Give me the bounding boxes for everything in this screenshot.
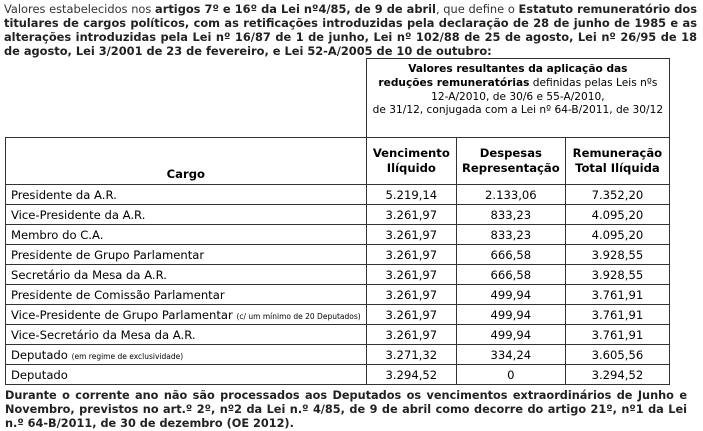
caption-line-4: de 31/12, conjugada com a Lei nº 64-B/2011, de 30/12 bbox=[372, 104, 664, 117]
total-cell: 3.928,55 bbox=[565, 265, 669, 285]
header-remuneracao-line-2: Total Ilíquida bbox=[575, 161, 660, 175]
cargo-cell bbox=[6, 265, 367, 285]
table-row bbox=[6, 225, 670, 245]
table-row bbox=[6, 245, 670, 265]
table-row bbox=[6, 185, 670, 205]
cargo-label: Presidente de Comissão Parlamentar bbox=[11, 287, 225, 302]
cargo-note: (em regime de exclusividade) bbox=[71, 351, 184, 361]
table-row bbox=[6, 305, 670, 325]
cargo-cell bbox=[6, 205, 367, 225]
cargo-cell bbox=[6, 365, 367, 385]
table-caption bbox=[366, 59, 669, 138]
header-remuneracao-line-1: Remuneração bbox=[572, 146, 663, 160]
despesas-cell: 666,58 bbox=[456, 245, 565, 265]
table-row bbox=[6, 205, 670, 225]
vencimento-cell: 3.271,32 bbox=[366, 345, 456, 365]
cargo-cell bbox=[6, 325, 367, 345]
vencimento-cell: 3.261,97 bbox=[366, 325, 456, 345]
cargo-note: (c/ um mínimo de 20 Deputados) bbox=[236, 311, 361, 321]
table-row bbox=[6, 265, 670, 285]
table-row bbox=[6, 325, 670, 345]
empty-corner-cell bbox=[6, 59, 367, 138]
vencimento-cell: 3.261,97 bbox=[366, 265, 456, 285]
caption-line-1: Valores resultantes da aplicação das bbox=[408, 63, 628, 75]
cargo-label: Vice-Presidente da A.R. bbox=[11, 207, 146, 222]
vencimento-cell: 3.261,97 bbox=[366, 245, 456, 265]
vencimento-cell: 3.294,52 bbox=[366, 365, 456, 385]
header-despesas bbox=[456, 138, 565, 185]
cargo-label: Deputado bbox=[11, 347, 68, 362]
header-vencimento-line-2: Ilíquido bbox=[386, 161, 436, 175]
header-vencimento bbox=[366, 138, 456, 185]
cargo-label: Deputado bbox=[11, 367, 68, 382]
total-cell: 3.761,91 bbox=[565, 325, 669, 345]
total-cell: 4.095,20 bbox=[565, 225, 669, 245]
cargo-cell bbox=[6, 285, 367, 305]
vencimento-cell: 3.261,97 bbox=[366, 205, 456, 225]
header-despesas-line-2: Representação bbox=[461, 161, 560, 175]
despesas-cell: 499,94 bbox=[456, 285, 565, 305]
caption-line-3: 12-A/2010, de 30/6 e 55-A/2010, bbox=[431, 90, 605, 103]
table-row bbox=[6, 365, 670, 385]
caption-line-2-rest: definidas pelas Leis nºs bbox=[529, 76, 658, 89]
footnote: Durante o corrente ano não são processados aos Deputados os vencimentos extraordinários de Junho e Novembro, previstos no art.º 2º, nº2 da Lei n.º 4/85, de 9 de abril como decorre do artigo 21º, nº1 da Lei n.º 64-B/2011, de 30 de dezembro (OE 2012). bbox=[5, 389, 687, 430]
total-cell: 4.095,20 bbox=[565, 205, 669, 225]
cargo-label: Presidente da A.R. bbox=[11, 187, 117, 202]
total-cell: 7.352,20 bbox=[565, 185, 669, 205]
table-row bbox=[6, 345, 670, 365]
header-cargo: Cargo bbox=[6, 138, 367, 185]
cargo-label: Membro do C.A. bbox=[11, 227, 104, 242]
table-caption-row bbox=[6, 59, 670, 138]
table-header-row bbox=[6, 138, 670, 185]
despesas-cell: 666,58 bbox=[456, 265, 565, 285]
total-cell: 3.605,56 bbox=[565, 345, 669, 365]
despesas-cell: 499,94 bbox=[456, 305, 565, 325]
despesas-cell: 0 bbox=[456, 365, 565, 385]
intro-paragraph bbox=[4, 2, 697, 58]
intro-law-reference: artigos 7º e 16º da Lei nº4/85, de 9 de abril bbox=[155, 2, 436, 16]
despesas-cell: 499,94 bbox=[456, 325, 565, 345]
total-cell: 3.294,52 bbox=[565, 365, 669, 385]
intro-text-2: , que define o bbox=[435, 2, 519, 16]
cargo-cell bbox=[6, 345, 367, 365]
cargo-cell bbox=[6, 305, 367, 325]
intro-text-1: Valores estabelecidos nos bbox=[4, 2, 156, 16]
cargo-label: Vice-Secretário da Mesa da A.R. bbox=[11, 327, 196, 342]
vencimento-cell: 3.261,97 bbox=[366, 305, 456, 325]
total-cell: 3.928,55 bbox=[565, 245, 669, 265]
total-cell: 3.761,91 bbox=[565, 305, 669, 325]
despesas-cell: 833,23 bbox=[456, 205, 565, 225]
vencimento-cell: 3.261,97 bbox=[366, 285, 456, 305]
total-cell: 3.761,91 bbox=[565, 285, 669, 305]
cargo-cell bbox=[6, 245, 367, 265]
cargo-label: Presidente de Grupo Parlamentar bbox=[11, 247, 205, 262]
cargo-label: Vice-Presidente de Grupo Parlamentar bbox=[11, 307, 233, 322]
despesas-cell: 2.133,06 bbox=[456, 185, 565, 205]
intro-statute-text: Estatuto remuneratório dos titulares de cargos políticos, com as retificações introduzidas pela declaração de 28 de junho de 1985 e as alterações introduzidas pela Lei nº 16/87 de 1 de junho, Lei nº 102/88 de 25 de agosto, Lei nº 26/95 de 18 de agosto, Lei 3/2001 de 23 de fevereiro, e Lei 52-A/2005 de 10 de outubro: bbox=[4, 2, 697, 58]
header-despesas-line-1: Despesas bbox=[479, 146, 542, 160]
cargo-cell bbox=[6, 225, 367, 245]
cargo-label: Secretário da Mesa da A.R. bbox=[11, 267, 167, 282]
header-remuneracao bbox=[565, 138, 669, 185]
caption-line-2-bold: reduções remuneratórias bbox=[378, 76, 530, 89]
despesas-cell: 334,24 bbox=[456, 345, 565, 365]
cargo-cell bbox=[6, 185, 367, 205]
remuneration-table bbox=[5, 58, 670, 385]
table-row bbox=[6, 285, 670, 305]
vencimento-cell: 5.219,14 bbox=[366, 185, 456, 205]
header-vencimento-line-1: Vencimento bbox=[372, 146, 450, 160]
vencimento-cell: 3.261,97 bbox=[366, 225, 456, 245]
despesas-cell: 833,23 bbox=[456, 225, 565, 245]
